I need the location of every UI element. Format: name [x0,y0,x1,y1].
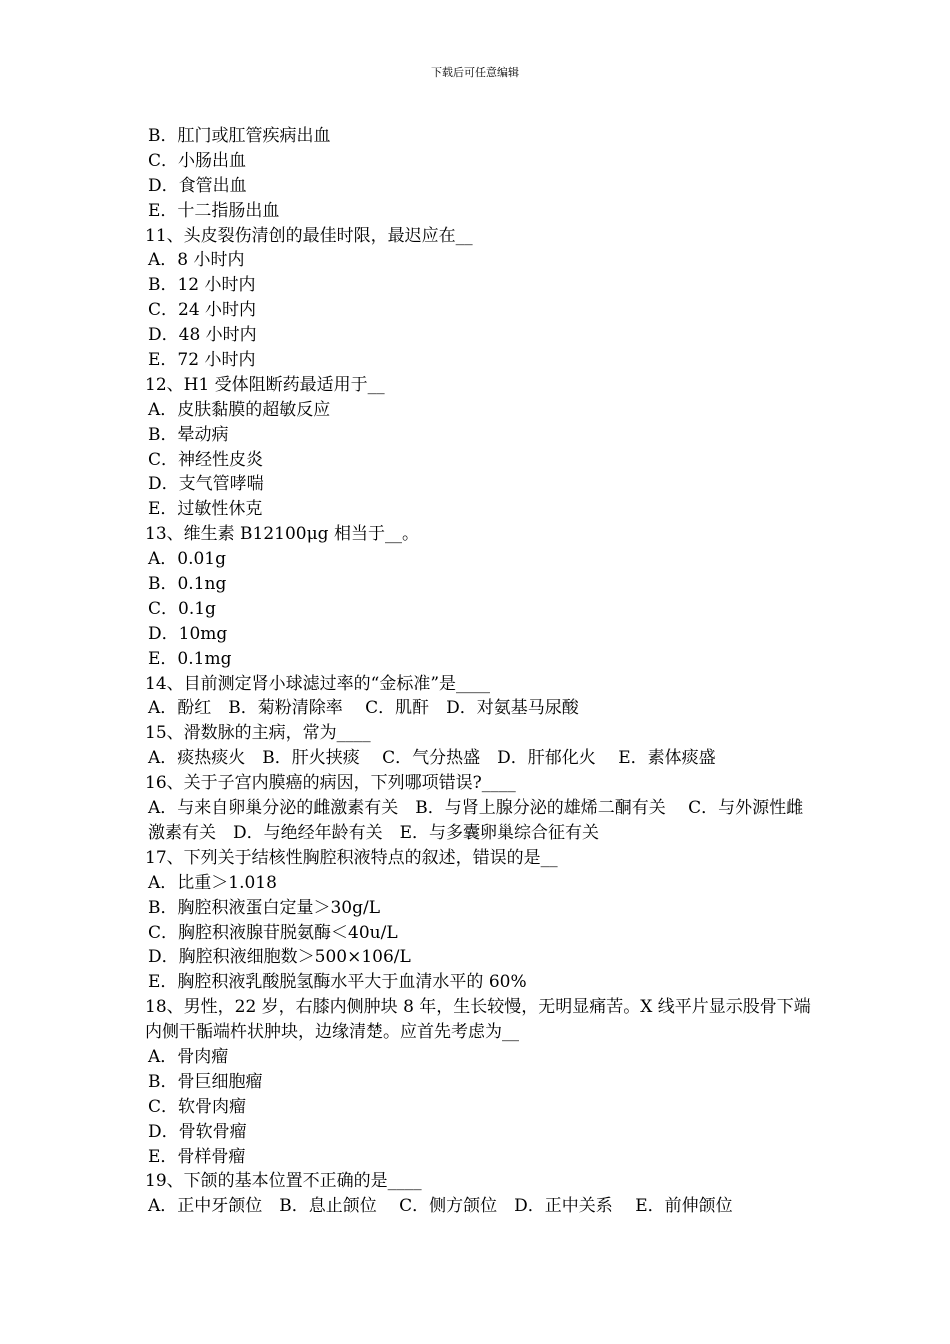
option-line: E．72 小时内 [148,350,256,371]
question-line: 15、滑数脉的主病，常为____ [145,723,371,744]
option-line: B．0.1ng [148,574,227,595]
option-line: C．胸腔积液腺苷脱氨酶＜40u/L [148,922,398,943]
option-line: D．48 小时内 [148,325,257,346]
option-line: D．胸腔积液细胞数＞500×106/L [148,947,411,968]
option-line: C．小肠出血 [148,150,247,171]
question-line: 17、下列关于结核性胸腔积液特点的叙述，错误的是__ [145,847,558,868]
page-header: 下载后可任意编辑 [431,66,519,79]
option-line: C．软骨肉瘤 [148,1096,247,1117]
question-line: 18、男性，22 岁，右膝内侧肿块 8 年，生长较慢，无明显痛苦。X 线平片显示股骨下端内侧干骺端杵状肿块，边缘清楚。应首先考虑为__ [145,997,811,1043]
option-line: B．12 小时内 [148,275,256,296]
option-line: B．肛门或肛管疾病出血 [148,126,331,146]
document-body [145,124,815,1219]
option-line: E．骨样骨瘤 [148,1146,246,1167]
option-line: D．10mg [148,623,228,644]
option-line: E．胸腔积液乳酸脱氢酶水平大于血清水平的 60% [148,972,527,993]
option-line: B．胸腔积液蛋白定量＞30g/L [148,897,381,918]
question-line: 12、H1 受体阻断药最适用于__ [145,374,385,395]
option-line: A．痰热痰火 B．肝火挟痰 C．气分热盛 D．肝郁化火 E．素体痰盛 [148,748,716,769]
option-line: A．酚红 B．菊粉清除率 C．肌酐 D．对氨基马尿酸 [148,698,579,719]
option-line: A．骨肉瘤 [148,1047,229,1068]
question-line: 11、头皮裂伤清创的最佳时限，最迟应在__ [145,225,473,246]
option-line: A．0.01g [148,549,227,570]
option-line: A．8 小时内 [148,250,245,271]
option-line: C．神经性皮炎 [148,449,264,470]
option-line: A．皮肤黏膜的超敏反应 [148,399,331,420]
question-line: 16、关于子宫内膜癌的病因，下列哪项错误?____ [145,773,516,794]
option-line: E．十二指肠出血 [148,200,280,221]
question-line: 19、下颌的基本位置不正确的是____ [145,1171,422,1192]
option-line: B．晕动病 [148,424,229,445]
option-line: A．正中牙颌位 B．息止颌位 C．侧方颌位 D．正中关系 E．前伸颌位 [148,1196,733,1217]
option-line: A．与来自卵巢分泌的雌激素有关 B．与肾上腺分泌的雄烯二酮有关 C．与外源性雌激素有关 D．与绝经年龄有关 E．与多囊卵巢综合征有关 [148,798,804,843]
question-line: 13、维生素 B12100μg 相当于__。 [145,524,419,545]
question-line: 14、目前测定肾小球滤过率的“金标准”是____ [145,673,491,694]
option-line: B．骨巨细胞瘤 [148,1071,263,1092]
option-line: D．支气管哮喘 [148,474,264,495]
option-line: E．过敏性休克 [148,499,263,520]
option-line: D．骨软骨瘤 [148,1121,247,1142]
option-line: D．食管出血 [148,175,247,196]
option-line: A．比重＞1.018 [148,872,277,893]
option-line: C．0.1g [148,598,216,619]
option-line: C．24 小时内 [148,300,257,321]
option-line: E．0.1mg [148,648,232,669]
